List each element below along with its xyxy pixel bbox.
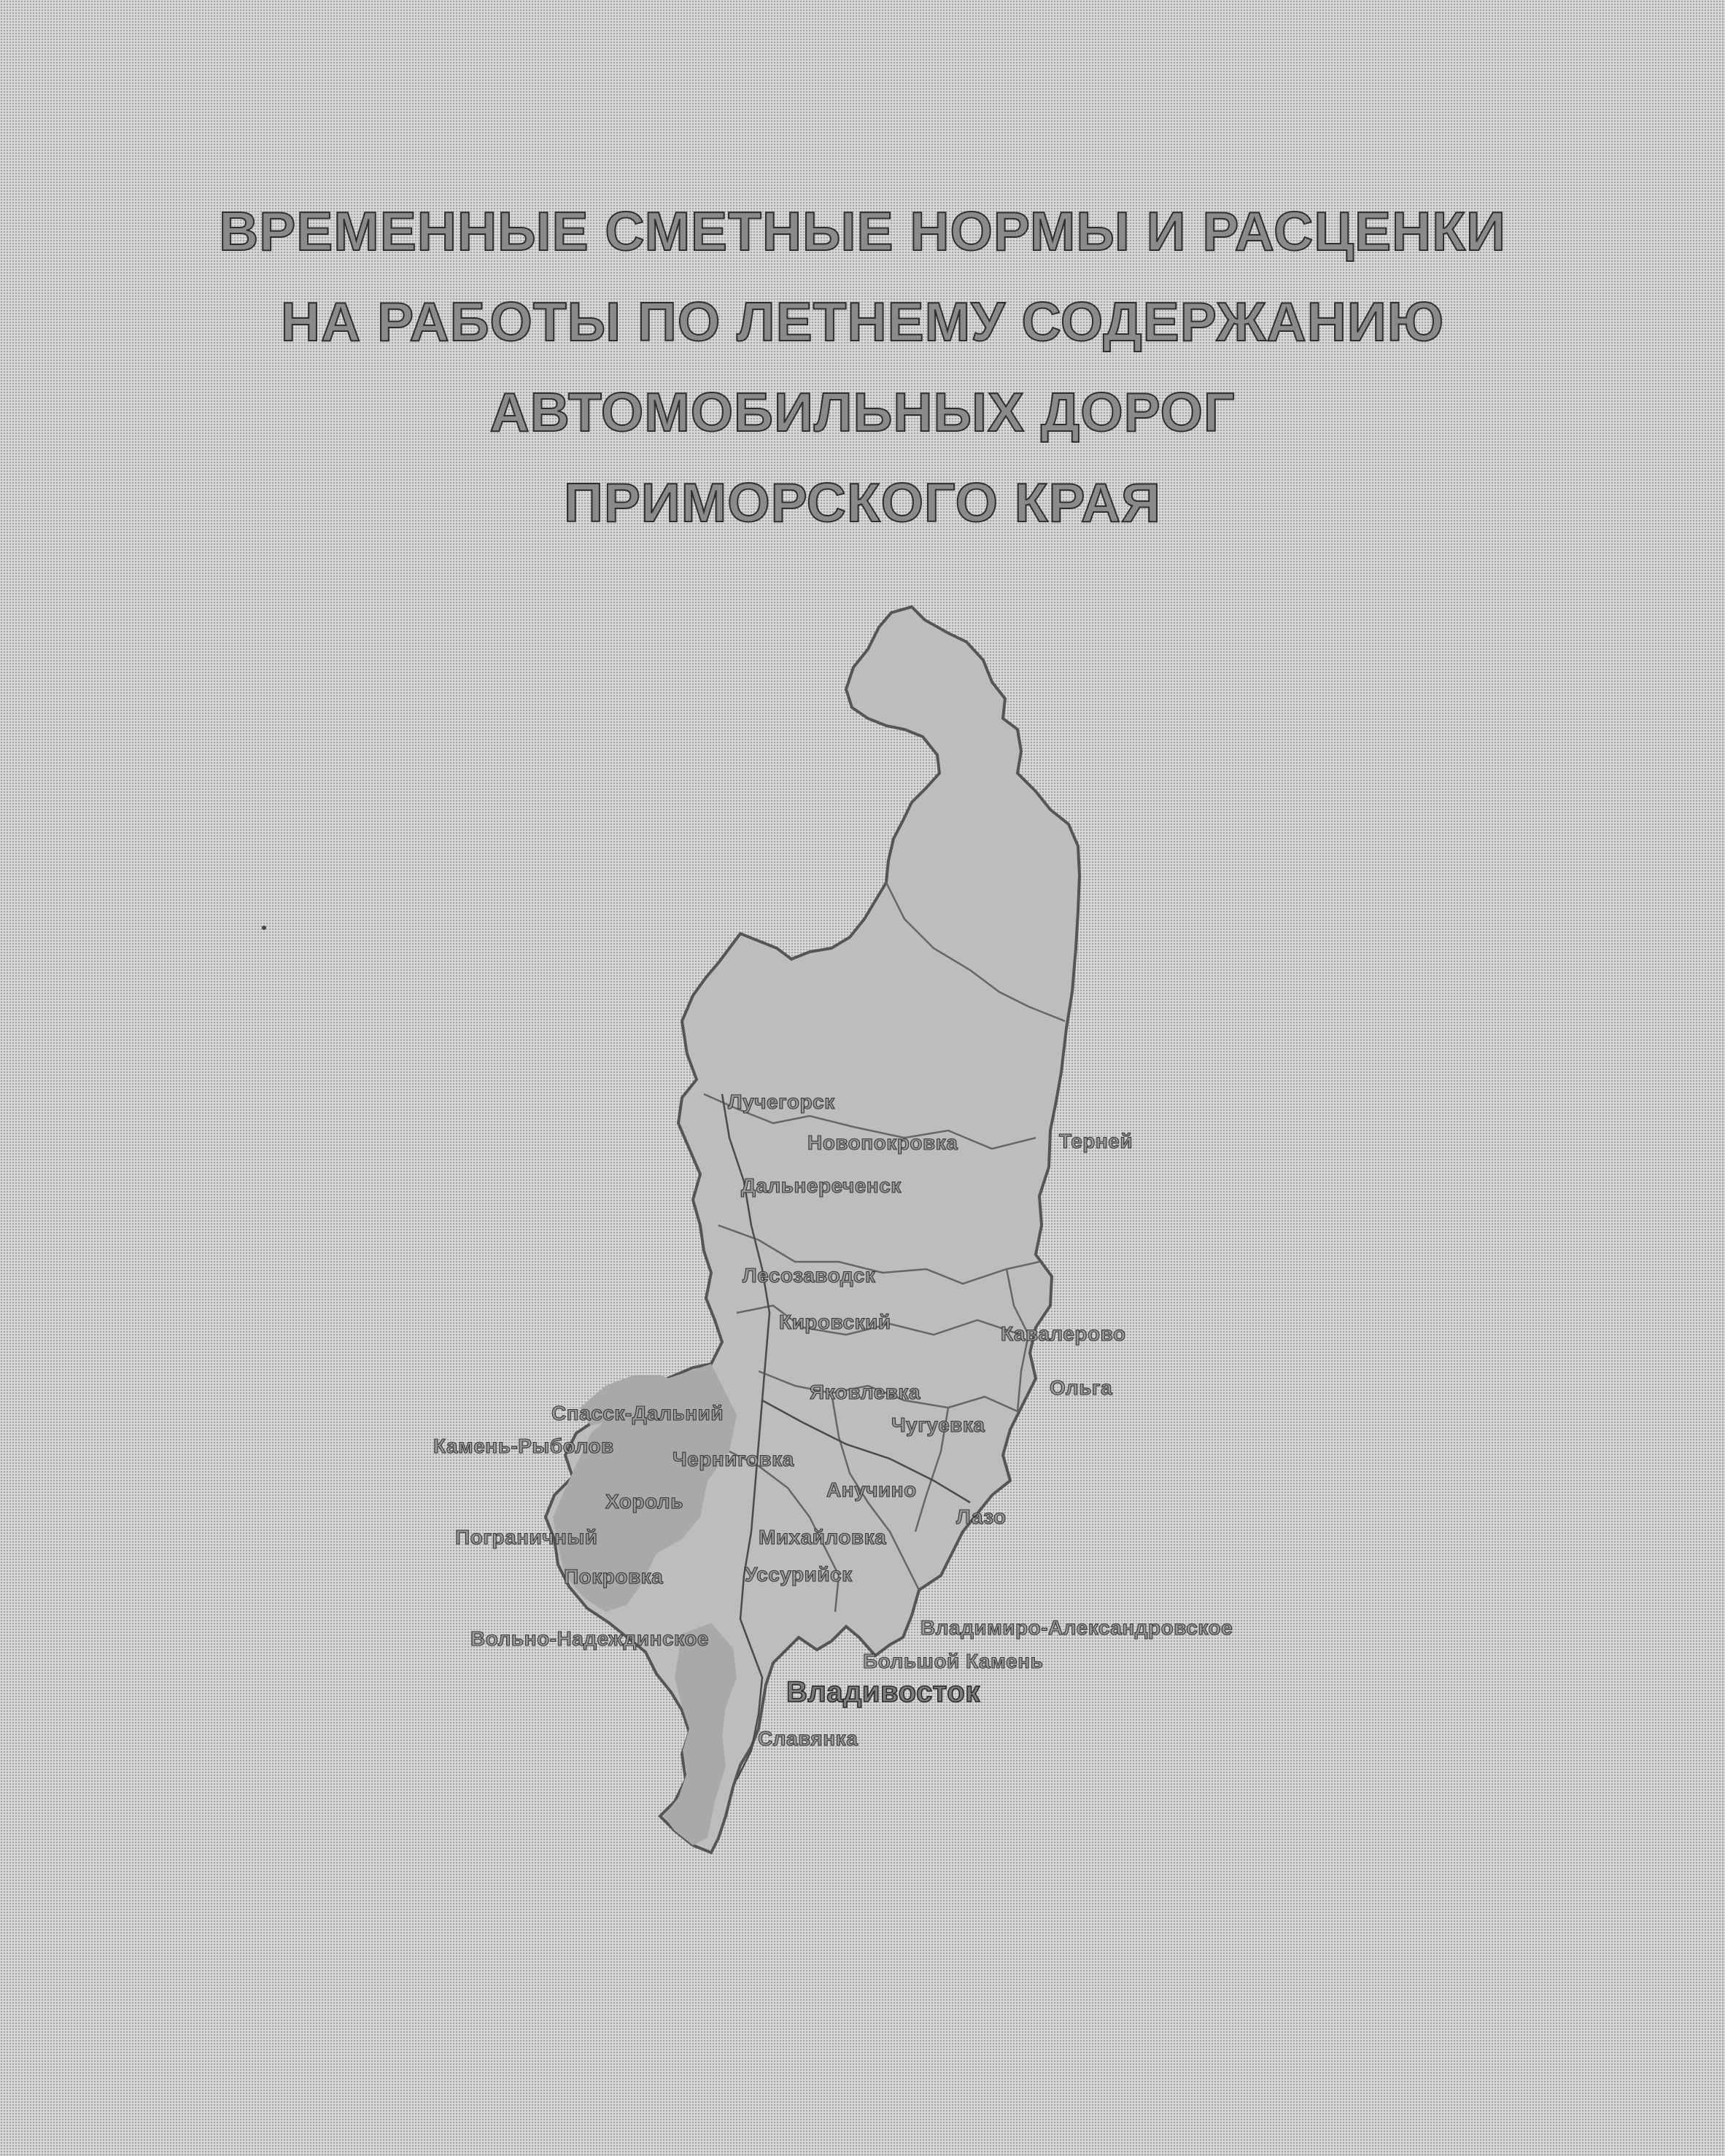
place-label-anuchino: Анучино <box>826 1478 917 1501</box>
place-label-volno-nadezhdinskoe: Вольно-Надеждинское <box>470 1627 709 1650</box>
place-label-lazo: Лазо <box>956 1505 1007 1528</box>
place-label-terney: Терней <box>1059 1130 1133 1152</box>
scan-speck <box>262 926 266 930</box>
place-label-dalnerechensk: Дальнереченск <box>741 1174 902 1197</box>
place-label-slavyanka: Славянка <box>758 1727 858 1750</box>
place-label-pokrovka: Покровка <box>564 1565 664 1588</box>
place-label-bolshoy-kamen: Большой Камень <box>863 1650 1044 1672</box>
place-label-kavalerovo: Кавалерово <box>1001 1322 1126 1345</box>
place-label-olga: Ольга <box>1050 1376 1113 1399</box>
title-line-4: ПРИМОРСКОГО КРАЯ <box>563 472 1162 533</box>
place-label-luchegorsk: Лучегорск <box>728 1090 835 1113</box>
place-label-mikhaylovka: Михайловка <box>759 1526 887 1548</box>
title-line-3: АВТОМОБИЛЬНЫХ ДОРОГ <box>489 381 1236 443</box>
place-label-yakovlevka: Яковлевка <box>810 1381 921 1403</box>
place-label-lesozavodsk: Лесозаводск <box>743 1264 876 1287</box>
place-label-chuguevka: Чугуевка <box>891 1414 985 1436</box>
place-label-khorol: Хороль <box>605 1490 683 1513</box>
place-label-vladivostok: Владивосток <box>786 1676 980 1708</box>
place-label-kirovsky: Кировский <box>779 1311 891 1333</box>
place-label-spassk-dalny: Спасск-Дальний <box>551 1402 724 1424</box>
place-label-chernigovka: Черниговка <box>672 1448 794 1470</box>
place-label-pogranichny: Пограничный <box>455 1526 598 1548</box>
place-label-novopokrovka: Новопокровка <box>807 1131 958 1154</box>
title-line-1: ВРЕМЕННЫЕ СМЕТНЫЕ НОРМЫ И РАСЦЕНКИ <box>219 201 1506 262</box>
place-label-ussuriysk: Уссурийск <box>745 1563 853 1586</box>
place-label-vladimiro-aleksandrovskoe: Владимиро-Александровское <box>920 1616 1233 1639</box>
place-label-kamen-rybolov: Камень-Рыболов <box>433 1435 614 1457</box>
title-line-2: НА РАБОТЫ ПО ЛЕТНЕМУ СОДЕРЖАНИЮ <box>280 291 1445 352</box>
